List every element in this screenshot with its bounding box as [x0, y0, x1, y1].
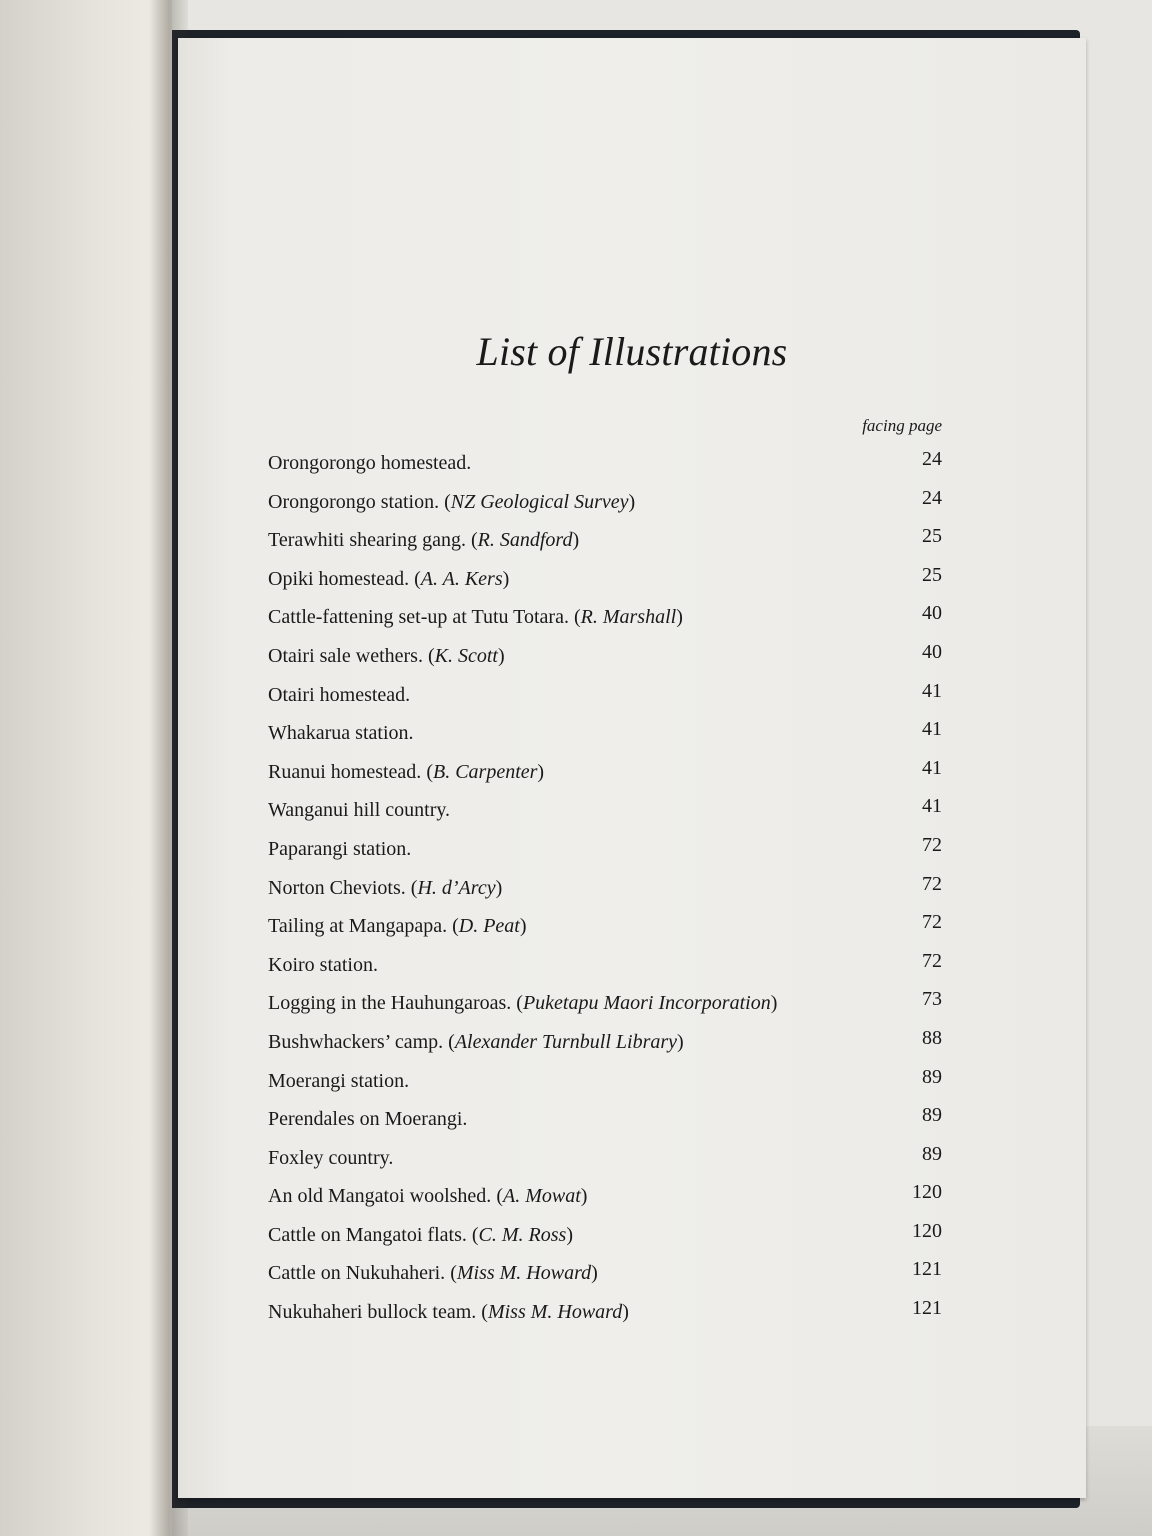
- facing-page-number: 25: [922, 563, 942, 586]
- list-item: [268, 640, 942, 684]
- right-page: [178, 38, 1086, 1498]
- illustration-caption: [268, 1108, 467, 1131]
- caption-text: Paparangi station.: [268, 837, 412, 860]
- illustration-caption: Logging in the Hauhungaroas. (Puketapu Maori Incorporation): [268, 992, 778, 1015]
- facing-page-number: 72: [922, 833, 942, 856]
- caption-text: Nukuhaheri bullock team.: [268, 1301, 477, 1324]
- caption-text: Cattle on Mangatoi flats.: [268, 1223, 467, 1246]
- facing-page-number: 72: [922, 911, 942, 934]
- facing-page-number: 73: [922, 988, 942, 1011]
- caption-text: Otairi homestead.: [268, 683, 411, 706]
- list-item: [268, 911, 942, 954]
- facing-page-number: 121: [912, 1297, 942, 1320]
- illustration-caption: [268, 799, 450, 822]
- list-item: [268, 795, 942, 838]
- list-item: [268, 1026, 942, 1070]
- facing-page-header: facing page: [862, 416, 942, 435]
- list-item: [268, 949, 942, 993]
- caption-text: Whakarua station.: [268, 722, 414, 745]
- illustration-caption: [268, 722, 414, 745]
- list-item: [268, 525, 942, 568]
- caption-text: Cattle-fattening set-up at Tutu Totara.: [268, 606, 569, 629]
- facing-page-number: 88: [922, 1026, 942, 1049]
- facing-page-number: 41: [922, 718, 942, 741]
- facing-page-number: 40: [922, 602, 942, 625]
- caption-text: Wanganui hill country.: [268, 799, 451, 822]
- caption-text: Moerangi station.: [268, 1069, 410, 1092]
- illustration-caption: Opiki homestead. (A. A. Kers): [268, 567, 510, 590]
- caption-text: Logging in the Hauhungaroas.: [268, 992, 512, 1015]
- illustration-caption: [268, 452, 471, 475]
- list-item: [268, 602, 942, 645]
- list-item: [268, 563, 942, 607]
- photo-credit: Miss M. Howard: [456, 1262, 592, 1285]
- list-item: [268, 1104, 942, 1147]
- facing-page-number: 72: [922, 949, 942, 972]
- list-item: [268, 718, 942, 761]
- facing-page-number: 120: [912, 1181, 942, 1204]
- facing-page-number: 24: [922, 486, 942, 509]
- list-item: [268, 1181, 942, 1224]
- caption-text: An old Mangatoi woolshed.: [268, 1185, 492, 1208]
- caption-text: Foxley country.: [268, 1146, 394, 1169]
- photo-credit: R. Marshall: [580, 606, 677, 629]
- photo-credit: K. Scott: [434, 644, 498, 667]
- illustration-caption: Cattle on Nukuhaheri. (Miss M. Howard): [268, 1262, 598, 1285]
- facing-page-number: 121: [912, 1258, 942, 1281]
- photo-credit: Alexander Turnbull Library: [454, 1030, 678, 1053]
- list-item: [268, 988, 942, 1031]
- facing-page-number: 72: [922, 872, 942, 895]
- caption-text: Perendales on Moerangi.: [268, 1108, 468, 1131]
- facing-page-number: 89: [922, 1065, 942, 1088]
- list-item: [268, 1142, 942, 1186]
- photo-credit: R. Sandford: [477, 529, 573, 552]
- photo-credit: Miss M. Howard: [487, 1301, 623, 1324]
- illustration-caption: Tailing at Mangapapa. (D. Peat): [268, 915, 527, 938]
- caption-text: Ruanui homestead.: [268, 760, 422, 783]
- illustration-caption: [268, 684, 410, 707]
- list-item: [268, 833, 942, 877]
- caption-text: Bushwhackers’ camp.: [268, 1030, 444, 1053]
- list-item: [268, 679, 942, 723]
- photo-credit: NZ Geological Survey: [450, 490, 629, 513]
- list-item: [268, 448, 942, 491]
- facing-page-number: 24: [922, 448, 942, 470]
- facing-page-number: 89: [922, 1104, 942, 1127]
- photo-credit: H. d’Arcy: [417, 876, 496, 899]
- facing-page-number: 89: [922, 1142, 942, 1165]
- illustration-caption: Orongorongo station. (NZ Geological Survey): [268, 490, 636, 513]
- facing-page-number: 41: [922, 795, 942, 818]
- list-item: [268, 1219, 942, 1263]
- illustration-caption: [268, 1147, 393, 1170]
- page-title: List of Illustrations: [476, 329, 788, 374]
- illustration-caption: [268, 838, 411, 861]
- list-item: [268, 486, 942, 530]
- illustration-caption: Nukuhaheri bullock team. (Miss M. Howard): [268, 1301, 629, 1324]
- facing-page-number: 25: [922, 525, 942, 548]
- caption-text: Norton Cheviots.: [268, 876, 406, 899]
- illustration-caption: [268, 954, 378, 977]
- illustration-caption: Cattle-fattening set-up at Tutu Totara. (R. Marshall): [268, 606, 683, 629]
- facing-page-number: 40: [922, 640, 942, 663]
- caption-text: Terawhiti shearing gang.: [268, 529, 466, 552]
- caption-text: Koiro station.: [268, 953, 378, 976]
- illustration-caption: Ruanui homestead. (B. Carpenter): [268, 760, 545, 783]
- illustration-caption: An old Mangatoi woolshed. (A. Mowat): [268, 1185, 588, 1208]
- list-item: [268, 1258, 942, 1301]
- facing-page-number: 41: [922, 679, 942, 702]
- caption-text: Orongorongo station.: [268, 490, 440, 513]
- facing-page-number: 41: [922, 756, 942, 779]
- illustration-caption: Otairi sale wethers. (K. Scott): [268, 644, 505, 667]
- photo-credit: A. Mowat: [502, 1185, 581, 1208]
- list-item: [268, 872, 942, 916]
- illustration-caption: Cattle on Mangatoi flats. (C. M. Ross): [268, 1223, 573, 1246]
- photo-credit: B. Carpenter: [432, 760, 538, 783]
- illustration-caption: Terawhiti shearing gang. (R. Sandford): [268, 529, 580, 552]
- photo-credit: D. Peat: [458, 915, 520, 938]
- photo-credit: C. M. Ross: [478, 1223, 567, 1246]
- photo-credit: Puketapu Maori Incorporation: [522, 992, 771, 1015]
- caption-text: Tailing at Mangapapa.: [268, 915, 448, 938]
- list-item: [268, 1297, 942, 1340]
- facing-page-number: 120: [912, 1219, 942, 1242]
- illustration-caption: Norton Cheviots. (H. d’Arcy): [268, 876, 503, 899]
- photo-credit: A. A. Kers: [420, 567, 503, 590]
- left-page: [0, 0, 172, 1536]
- caption-text: Orongorongo homestead.: [268, 452, 472, 474]
- illustration-caption: Bushwhackers’ camp. (Alexander Turnbull Library): [268, 1030, 684, 1053]
- caption-text: Opiki homestead.: [268, 567, 410, 590]
- illustration-list: [268, 448, 942, 1340]
- list-item: [268, 1065, 942, 1109]
- caption-text: Otairi sale wethers.: [268, 644, 423, 667]
- list-item: [268, 756, 942, 800]
- illustration-caption: [268, 1070, 409, 1093]
- caption-text: Cattle on Nukuhaheri.: [268, 1262, 446, 1285]
